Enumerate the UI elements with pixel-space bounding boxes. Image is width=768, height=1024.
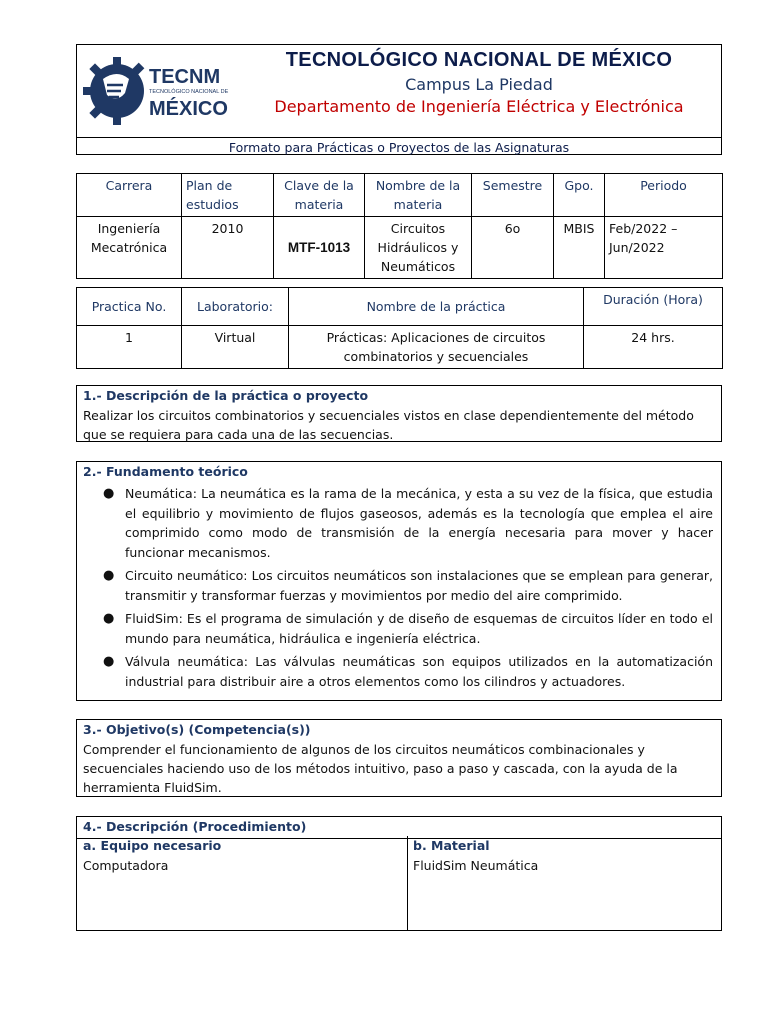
section-objetivo-title: 3.- Objetivo(s) (Competencia(s)) bbox=[83, 722, 311, 737]
material-title: b. Material bbox=[413, 838, 490, 853]
equipo-text: Computadora bbox=[83, 858, 169, 873]
section-fundamento bbox=[76, 461, 722, 701]
value-clave-materia: MTF-1013 bbox=[274, 217, 365, 279]
list-item: ● Circuito neumático: Los circuitos neumáticos son instalaciones que se emplean para generar, transmitir y transformar fuerzas y movimientos por medio del aire comprimido. bbox=[103, 568, 713, 603]
document-header bbox=[76, 44, 722, 155]
svg-text:TECNM: TECNM bbox=[149, 66, 221, 88]
section-descripcion-title: 1.- Descripción de la práctica o proyecto bbox=[83, 388, 369, 403]
header-nombre-practica: Nombre de la práctica bbox=[289, 288, 584, 326]
section-procedimiento bbox=[76, 816, 722, 931]
bullet-icon: ● bbox=[103, 486, 115, 501]
header-periodo: Periodo bbox=[605, 174, 723, 217]
value-plan-estudios: 2010 bbox=[182, 217, 274, 279]
section-objetivo bbox=[76, 719, 722, 797]
list-item: ● FluidSim: Es el programa de simulación y de diseño de esquemas de circuitos líder en todo el mundo para neumática, hidráulica e ingeniería eléctrica. bbox=[103, 611, 713, 646]
value-nombre-practica: Prácticas: Aplicaciones de circuitos combinatorios y secuenciales bbox=[289, 326, 584, 369]
section-fundamento-title: 2.- Fundamento teórico bbox=[83, 464, 248, 479]
format-title: Formato para Prácticas o Proyectos de las Asignaturas bbox=[77, 137, 721, 157]
value-carrera: Ingeniería Mecatrónica bbox=[77, 217, 182, 279]
fundamento-list bbox=[77, 484, 721, 691]
equipo-title: a. Equipo necesario bbox=[83, 838, 222, 853]
svg-text:TECNOLÓGICO NACIONAL DE: TECNOLÓGICO NACIONAL DE bbox=[149, 89, 229, 95]
bullet-icon: ● bbox=[103, 654, 115, 669]
header-clave-materia: Clave de la materia bbox=[274, 174, 365, 217]
svg-text:MÉXICO: MÉXICO bbox=[149, 98, 228, 120]
value-gpo: MBIS bbox=[554, 217, 605, 279]
header-semestre: Semestre bbox=[472, 174, 554, 217]
material-column bbox=[407, 836, 721, 930]
course-info-table bbox=[76, 173, 722, 279]
list-item: ● Neumática: La neumática es la rama de la mecánica, y esta a su vez de la física, que estudia el equilibrio y movimiento de flujos gaseosos, además es la tecnología que emplea el aire comprimido como modo de transmisión de la energía necesaria para mover y hacer funcionar mecanismos. bbox=[103, 486, 713, 560]
section-objetivo-text: Comprender el funcionamiento de algunos de los circuitos neumáticos combinacionales y secuenciales haciendo uso de los métodos intuitivo, paso a paso y cascada, con la ayuda de la herramienta FluidSim. bbox=[83, 742, 678, 795]
section-procedimiento-title: 4.- Descripción (Procedimiento) bbox=[77, 817, 721, 839]
header-gpo: Gpo. bbox=[554, 174, 605, 217]
institution-title: TECNOLÓGICO NACIONAL DE MÉXICO bbox=[285, 49, 673, 71]
section-descripcion-text: Realizar los circuitos combinatorios y secuenciales vistos en clase dependientemente del método que se requiera para cada una de las secuencias. bbox=[83, 408, 694, 442]
equipo-column bbox=[77, 836, 408, 930]
header-practica-no: Practica No. bbox=[77, 288, 182, 326]
bullet-icon: ● bbox=[103, 568, 115, 583]
tecnm-logo bbox=[77, 45, 237, 137]
header-plan-estudios: Plan de estudios bbox=[182, 174, 274, 217]
material-text: FluidSim Neumática bbox=[413, 858, 539, 873]
practice-info-table bbox=[76, 287, 722, 369]
value-periodo: Feb/2022 – Jun/2022 bbox=[605, 217, 723, 279]
value-nombre-materia: Circuitos Hidráulicos y Neumáticos bbox=[365, 217, 472, 279]
value-duracion: 24 hrs. bbox=[584, 326, 723, 369]
header-duracion: Duración (Hora) bbox=[584, 288, 723, 326]
bullet-icon: ● bbox=[103, 611, 115, 626]
list-item: ● Válvula neumática: Las válvulas neumáticas son equipos utilizados en la automatización industrial para distribuir aire a otros elementos como los cilindros y actuadores. bbox=[103, 654, 713, 689]
value-practica-no: 1 bbox=[77, 326, 182, 369]
header-laboratorio: Laboratorio: bbox=[182, 288, 289, 326]
campus-name: Campus La Piedad bbox=[405, 75, 553, 94]
header-nombre-materia: Nombre de la materia bbox=[365, 174, 472, 217]
tecnm-logo-graphic bbox=[77, 45, 237, 137]
department-name: Departamento de Ingeniería Eléctrica y Electrónica bbox=[274, 97, 684, 116]
value-semestre: 6o bbox=[472, 217, 554, 279]
header-carrera: Carrera bbox=[77, 174, 182, 217]
section-descripcion bbox=[76, 385, 722, 442]
value-laboratorio: Virtual bbox=[182, 326, 289, 369]
